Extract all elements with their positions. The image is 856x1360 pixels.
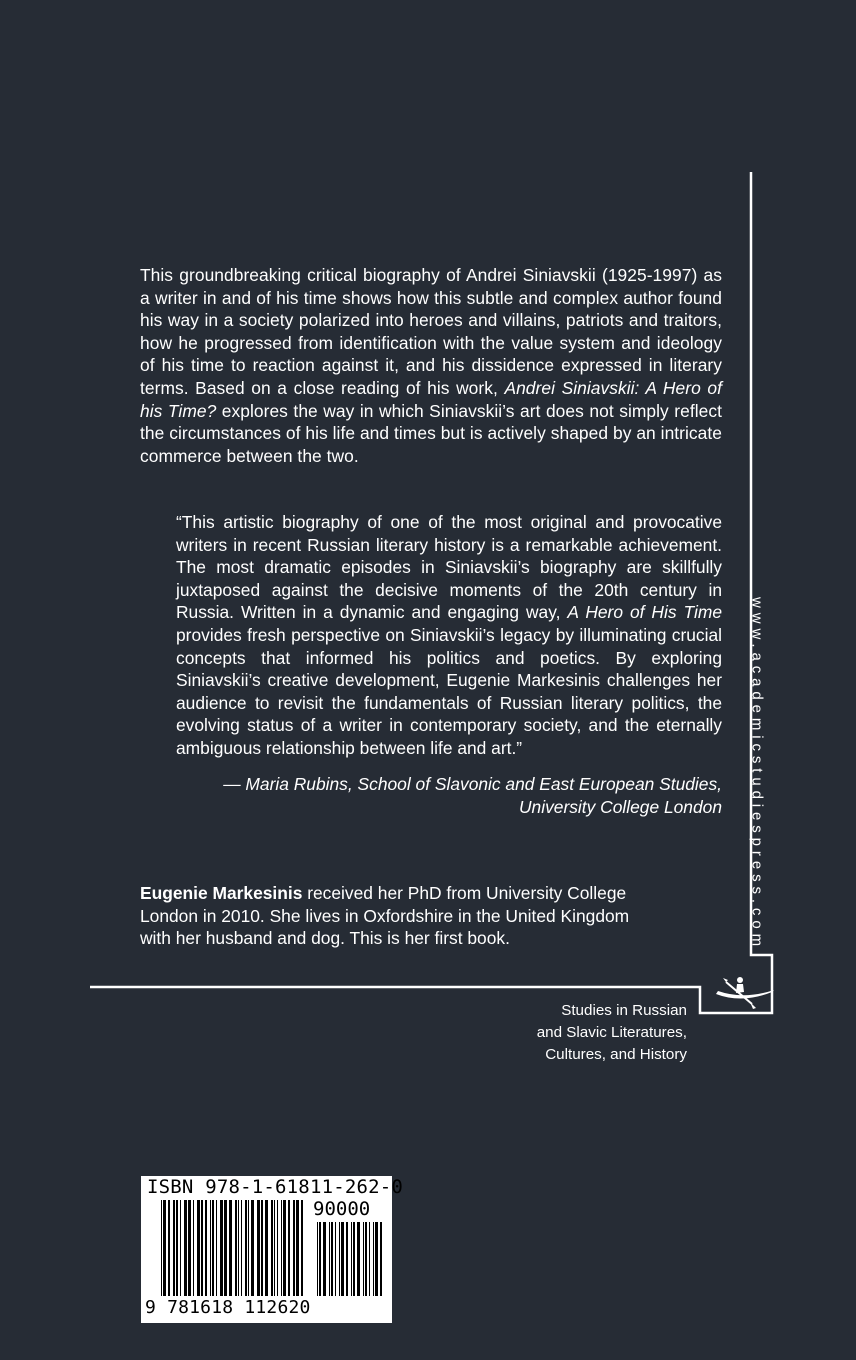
barcode-bar [220, 1200, 223, 1296]
barcode-bar [235, 1200, 237, 1296]
barcode-bar [346, 1222, 348, 1296]
description-text: This groundbreaking critical biography of Andrei Siniavskii (1925-1997) as a writer in and of his time shows how this subtle and complex author found his way in a society polarized into heroes and villains, patriots and traitors, how he progressed from identification with the value system and ideology of his time to reaction against it, and his dissidence expressed in literary terms. Based on a close reading of his work, [140, 265, 722, 398]
barcode-bar [245, 1200, 247, 1296]
barcode-bar [241, 1200, 242, 1296]
barcode-bar [288, 1200, 290, 1296]
barcode-bar [369, 1222, 370, 1296]
barcode-bar [277, 1200, 278, 1296]
series-title [470, 1000, 687, 1066]
barcode-bar [293, 1200, 295, 1296]
isbn-label: ISBN 978-1-61811-262-0 [147, 1176, 404, 1198]
barcode-bar [375, 1222, 378, 1296]
series-line-3: Cultures, and History [545, 1046, 687, 1063]
barcode-bar [301, 1200, 303, 1296]
barcode-bar [317, 1222, 318, 1296]
barcode-bar [212, 1200, 214, 1296]
attribution-line-2: University College London [518, 796, 722, 817]
endorsement-attribution [176, 773, 722, 818]
barcode-bar [335, 1222, 336, 1296]
description-book-title: Andrei Siniavskii: A Hero of his Time? [140, 377, 722, 421]
publisher-url: www.academicstudiespress.com [748, 597, 766, 951]
quote-text-end: provides fresh perspective on Siniavskii’s legacy by illuminating crucial concepts that informed his politics and poetics. By exploring Siniavskii’s creative development, Eugenie Markesinis challenges her audience to revisit the fundamentals of Russian literary politics, the evolving status of a writer in contemporary society, and the eternally ambiguous relationship between life and art.” [176, 624, 722, 758]
barcode-bar [329, 1222, 330, 1296]
rower-in-boat-logo [712, 972, 780, 1016]
barcode-bar [173, 1200, 175, 1296]
barcode-bar [339, 1222, 340, 1296]
barcode-bar [161, 1200, 162, 1296]
barcode-bar [201, 1200, 203, 1296]
barcode-bar [351, 1222, 352, 1296]
barcode-bar [216, 1200, 217, 1296]
barcode-bar [238, 1200, 239, 1296]
barcode-bar [210, 1200, 211, 1296]
isbn-barcode [141, 1176, 404, 1323]
quote-text: “This artistic biography of one of the most original and provocative writers in recent Russian literary history is a remarkable achievement. The most dramatic episodes in Siniavskii’s biography are skillfully juxtaposed against the decisive moments of the 20th century in Russia. Written in a dynamic and engaging way, [176, 512, 722, 623]
author-name: Eugenie Markesinis [140, 883, 303, 903]
barcode-bar [176, 1200, 178, 1296]
barcode-bar [168, 1200, 170, 1296]
author-bio [140, 882, 660, 950]
barcode-bar [265, 1200, 268, 1296]
barcode-bar [261, 1200, 263, 1296]
barcode-bar [365, 1222, 367, 1296]
barcode-bar [296, 1200, 299, 1296]
barcode-bar [184, 1200, 187, 1296]
barcode-bar [357, 1222, 360, 1296]
ean-digits: 9 781618 112620 [145, 1297, 311, 1318]
endorsement-quote [176, 511, 722, 760]
book-description [140, 264, 722, 467]
price-code: 90000 [313, 1198, 371, 1220]
barcode-bar [163, 1200, 166, 1296]
barcode-bar [205, 1200, 207, 1296]
barcode-bar [251, 1200, 254, 1296]
price-addon-bars [317, 1222, 385, 1296]
barcode-bar [257, 1200, 260, 1296]
barcode-bar [180, 1200, 181, 1296]
barcode-bar [363, 1222, 364, 1296]
barcode-bar [271, 1200, 273, 1296]
quote-book-title: A Hero of His Time [567, 602, 722, 623]
series-line-1: Studies in Russian [561, 1002, 687, 1019]
barcode-bar [373, 1222, 374, 1296]
barcode-bar [380, 1222, 382, 1296]
attribution-line-1: — Maria Rubins, School of Slavonic and East European Studies, [223, 774, 722, 794]
barcode-bar [353, 1222, 355, 1296]
barcode-bar [188, 1200, 191, 1296]
barcode-bar [281, 1200, 282, 1296]
barcode-bar [197, 1200, 200, 1296]
barcode-bar [193, 1200, 194, 1296]
author-bio-text: received her PhD from University College London in 2010. She lives in Oxfordshire in the United Kingdom with her husband and dog. This is her first book. [140, 883, 630, 949]
description-text-end: explores the way in which Siniavskii’s art does not simply reflect the circumstances of his life and times but is actively shaped by an intricate commerce between the two. [140, 400, 722, 466]
barcode-bar [341, 1222, 344, 1296]
barcode-bar [248, 1200, 249, 1296]
series-line-2: and Slavic Literatures, [536, 1024, 687, 1041]
barcode-bar [224, 1200, 227, 1296]
barcode-bar [274, 1200, 275, 1296]
barcode-bar [229, 1200, 232, 1296]
barcode-bar [319, 1222, 321, 1296]
barcode-bar [331, 1222, 333, 1296]
barcode-bar [323, 1222, 326, 1296]
barcode-bar [283, 1200, 286, 1296]
